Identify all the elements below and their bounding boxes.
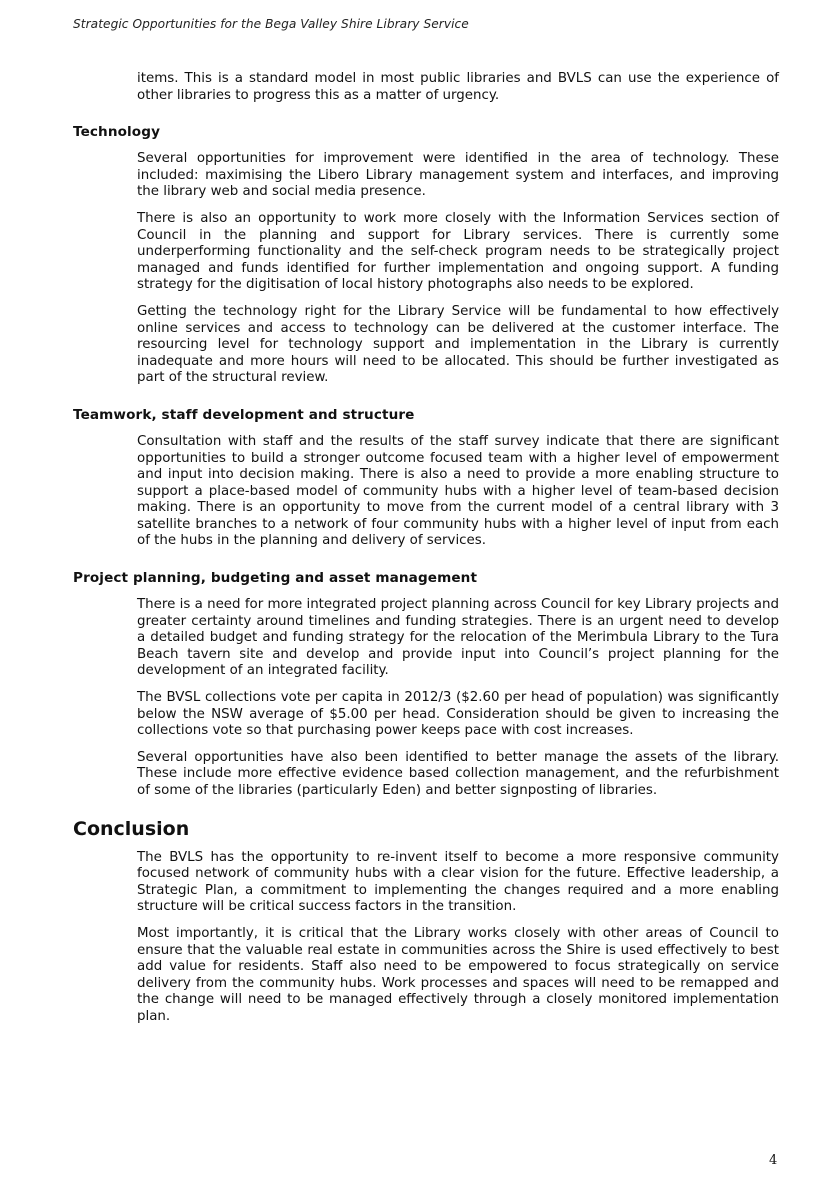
body-paragraph: items. This is a standard model in most public libraries and BVLS can use the experience of other libraries to progress this as a matter of urgency.: [137, 71, 779, 103]
body-paragraph: Getting the technology right for the Library Service will be fundamental to how effectively online services and access to technology can be delivered at the customer interface. The resourcing level for technology support and implementation in the Library is currently inadequate and more hours will need to be allocated. This should be further investigated as part of the structural review.: [137, 303, 779, 386]
section-heading-project-planning: Project planning, budgeting and asset management: [73, 570, 478, 587]
body-paragraph: The BVSL collections vote per capita in 2012/3 ($2.60 per head of population) was significantly below the NSW average of $5.00 per head. Consideration should be given to increasing the collections vote so that purchasing power keeps pace with cost increases.: [137, 690, 779, 739]
body-paragraph: There is a need for more integrated project planning across Council for key Library projects and greater certainty around timelines and funding strategies. There is an urgent need to develop a detailed budget and funding strategy for the relocation of the Merimbula Library to the Tura Beach tavern site and develop and provide input into Council’s project planning for the development of an integrated facility.: [137, 597, 779, 679]
body-paragraph: There is also an opportunity to work more closely with the Information Services section of Council in the planning and support for Library services. There is currently some underperforming functionality and the self-check program needs to be strategically project managed and funds identified for further implementation and ongoing support. A funding strategy for the digitisation of local history photographs also needs to be explored.: [137, 210, 779, 293]
section-heading-teamwork: Teamwork, staff development and structure: [73, 406, 415, 423]
body-paragraph: Consultation with staff and the results of the staff survey indicate that there are significant opportunities to build a stronger outcome focused team with a higher level of empowerment and input into decision making. There is also a need to provide a more enabling structure to support a place-based model of community hubs with a higher level of team-based decision making. There is an opportunity to move from the current model of a central library with 3 satellite branches to a network of four community hubs with a higher level of input from each of the hubs in the planning and delivery of services.: [137, 433, 779, 549]
page-number: 4: [769, 1153, 778, 1168]
section-heading-technology: Technology: [73, 124, 161, 141]
conclusion-heading: Conclusion: [73, 817, 190, 840]
body-paragraph: The BVLS has the opportunity to re-invent itself to become a more responsive community focused network of community hubs with a clear vision for the future. Effective leadership, a Strategic Plan, a commitment to implementing the changes required and a more enabling structure will be critical success factors in the transition.: [137, 849, 779, 915]
body-paragraph: Several opportunities have also been identified to better manage the assets of the library. These include more effective evidence based collection management, and the refurbishment of some of the libraries (particularly Eden) and better signposting of libraries.: [137, 749, 779, 798]
body-paragraph: Most importantly, it is critical that the Library works closely with other areas of Council to ensure that the valuable real estate in communities across the Shire is used effectively to best add value for residents. Staff also need to be empowered to focus strategically on service delivery from the community hubs. Work processes and spaces will need to be remapped and the change will need to be managed effectively through a closely monitored implementation plan.: [137, 925, 779, 1024]
body-paragraph: Several opportunities for improvement were identified in the area of technology. These included: maximising the Libero Library management system and interfaces, and improving the library web and social media presence.: [137, 151, 779, 200]
running-header-title: Strategic Opportunities for the Bega Valley Shire Library Service: [73, 17, 469, 31]
document-body: [0, 71, 827, 1036]
